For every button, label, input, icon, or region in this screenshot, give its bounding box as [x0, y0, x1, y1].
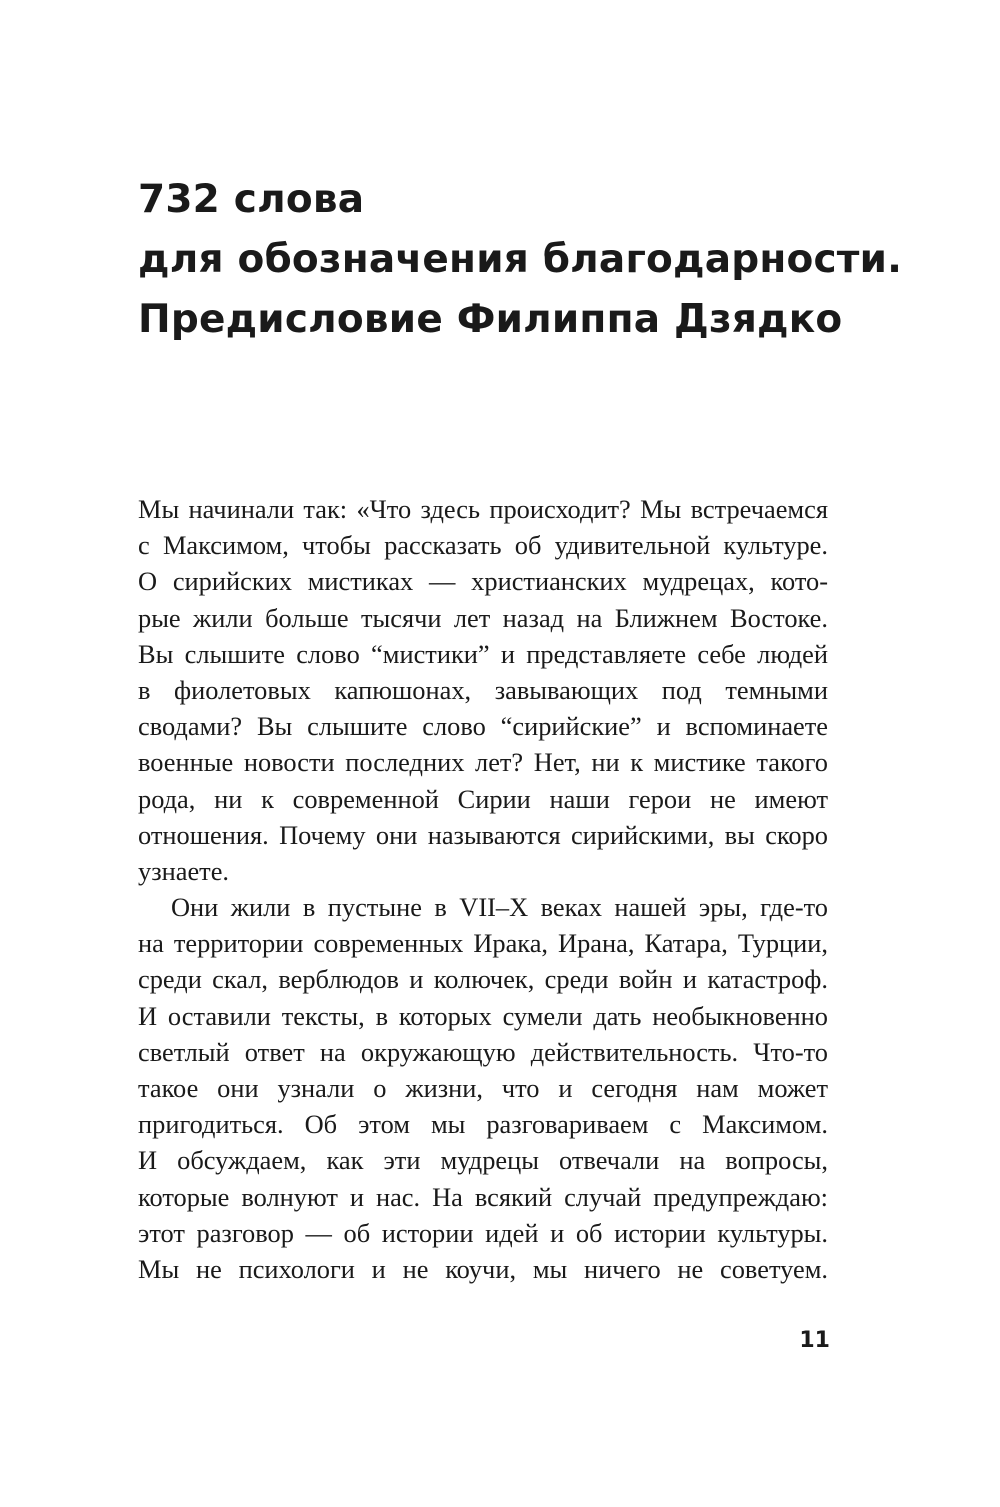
text-line: Вы слышите слово “мистики” и представляете себе людей — [138, 638, 828, 669]
page-number: 11 — [799, 1328, 830, 1353]
paragraph-1 — [138, 491, 828, 889]
body-text — [138, 491, 828, 1287]
text-line: Мы не психологи и не коучи, мы ничего не советуем. — [138, 1253, 828, 1284]
text-line: отношения. Почему они называются сирийскими, вы скоро — [138, 819, 828, 850]
text-line: среди скал, верблюдов и колючек, среди войн и катастроф. — [138, 964, 828, 995]
text-line: на территории современных Ирака, Ирана, Катара, Турции, — [138, 928, 828, 959]
chapter-title-line: для обозначения благодарности. — [138, 237, 903, 282]
chapter-title-line: 732 слова — [138, 177, 365, 222]
text-line: рые жили больше тысячи лет назад на Ближнем Востоке. — [138, 602, 828, 633]
text-line: Мы начинали так: «Что здесь происходит? Мы встречаемся — [138, 494, 828, 524]
chapter-title-line: Предисловие Филиппа Дзядко — [138, 297, 843, 342]
text-line: военные новости последних лет? Нет, ни к мистике такого — [138, 747, 828, 778]
text-line: узнаете. — [138, 855, 230, 886]
text-line: рода, ни к современной Сирии наши герои не имеют — [138, 783, 828, 814]
text-line: которые волнуют и нас. На всякий случай предупреждаю: — [138, 1181, 828, 1212]
text-line: пригодиться. Об этом мы разговариваем с Максимом. — [138, 1109, 828, 1140]
text-line: И оставили тексты, в которых сумели дать необыкновенно — [138, 1000, 828, 1031]
text-line: сводами? Вы слышите слово “сирийские” и вспоминаете — [138, 711, 828, 742]
text-line: такое они узнали о жизни, что и сегодня нам может — [138, 1073, 828, 1103]
text-line: Они жили в пустыне в VII–X веках нашей эры, где-то — [171, 892, 828, 923]
text-line: светлый ответ на окружающую действительность. Что-то — [138, 1036, 828, 1067]
text-line: этот разговор — об истории идей и об истории культуры. — [138, 1217, 828, 1248]
paragraph-2 — [138, 889, 828, 1287]
chapter-title — [138, 170, 903, 350]
text-line: в фиолетовых капюшонах, завывающих под темными — [138, 674, 828, 705]
text-line: с Максимом, чтобы рассказать об удивительной культуре. — [138, 530, 828, 561]
text-line: И обсуждаем, как эти мудрецы отвечали на вопросы, — [138, 1145, 828, 1176]
text-line: О сирийских мистиках — христианских мудрецах, кото- — [138, 566, 828, 597]
